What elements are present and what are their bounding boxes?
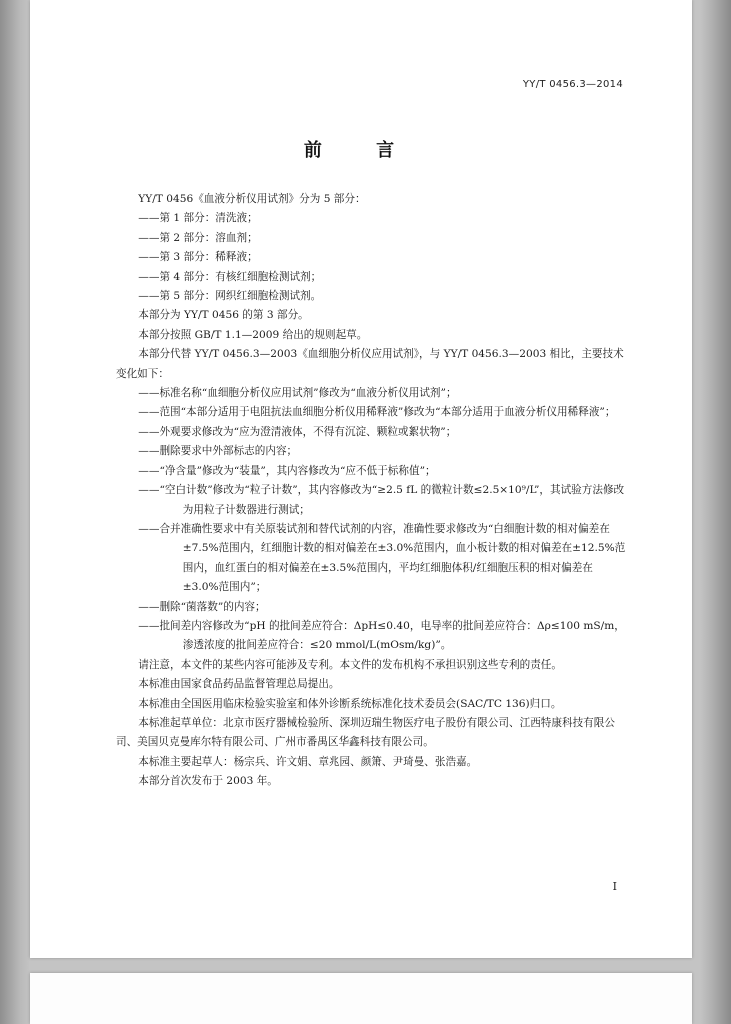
foreword-body: [116, 190, 626, 792]
paragraph-first-issue: 本部分首次发布于 2003 年。: [138, 775, 278, 788]
change-item-scope: ——范围“本部分适用于电阻抗法血细胞分析仪用稀释液”修改为“本部分适用于血液分析仪用稀释液”；: [138, 406, 616, 419]
change-item-appearance: ——外观要求修改为“应为澄清液体，不得有沉淀、颗粒或絮状物”；: [138, 425, 457, 438]
change-item-particle-count: ——“空白计数”修改为“粒子计数”，其内容修改为“≥2.5 fL 的微粒计数≤2.5×10⁹/L”，其试验方法修改为用粒子计数器进行测试；: [138, 484, 625, 516]
paragraph-drafting-rules: 本部分按照 GB/T 1.1—2009 给出的规则起草。: [138, 328, 368, 341]
paragraph-drafters: 本标准主要起草人：杨宗兵、许文娟、章兆园、颜箫、尹琦曼、张浩嘉。: [138, 755, 478, 768]
page-title: 前 言: [303, 140, 419, 161]
paragraph-part-statement: 本部分为 YY/T 0456 的第 3 部分。: [138, 309, 309, 322]
change-item-title: ——标准名称“血细胞分析仪应用试剂”修改为“血液分析仪用试剂”；: [138, 387, 457, 400]
change-item-marking: ——删除要求中外部标志的内容；: [138, 445, 298, 458]
change-item-colony-count: ——删除“菌落数”的内容；: [138, 600, 266, 613]
list-item-part-1: ——第 1 部分：清洗液；: [138, 212, 258, 225]
change-item-accuracy: ——合并准确性要求中有关原装试剂和替代试剂的内容，准确性要求修改为“白细胞计数的相对偏差在±7.5%范围内，红细胞计数的相对偏差在±3.0%范围内，血小板计数的相对偏差在±12.5%范围内，血红蛋白的相对偏差在±3.5%范围内，平均红细胞体积/红细胞压积的相对偏差在±3.0%范围内”；: [138, 522, 626, 594]
change-item-batch-difference: ——批间差内容修改为“pH 的批间差应符合：ΔpH≤0.40，电导率的批间差应符合：Δρ≤100 mS/m，渗透浓度的批间差应符合：≤20 mmol/L(mOsm/kg)”。: [138, 619, 625, 652]
paragraph-proposer: 本标准由国家食品药品监督管理总局提出。: [138, 678, 340, 691]
standard-number: YY/T 0456.3—2014: [522, 79, 623, 90]
paragraph-series-intro: YY/T 0456《血液分析仪用试剂》分为 5 部分：: [138, 193, 366, 205]
change-item-net-content: ——“净含量”修改为“装量”，其内容修改为“应不低于标称值”；: [138, 464, 436, 477]
list-item-part-4: ——第 4 部分：有核红细胞检测试剂；: [138, 270, 322, 283]
paragraph-replacement: 本部分代替 YY/T 0456.3—2003《血细胞分析仪应用试剂》，与 YY/T 0456.3—2003 相比，主要技术变化如下：: [116, 348, 624, 380]
document-page: [30, 0, 692, 958]
paragraph-drafting-units: 本标准起草单位：北京市医疗器械检验所、深圳迈瑞生物医疗电子股份有限公司、江西特康科技有限公司、美国贝克曼库尔特有限公司、广州市番禺区华鑫科技有限公司。: [116, 716, 615, 749]
paragraph-patent-notice: 请注意，本文件的某些内容可能涉及专利。本文件的发布机构不承担识别这些专利的责任。: [138, 658, 562, 671]
next-page-edge: [30, 973, 692, 1024]
paragraph-committee: 本标准由全国医用临床检验实验室和体外诊断系统标准化技术委员会(SAC/TC 136)归口。: [138, 697, 562, 710]
list-item-part-5: ——第 5 部分：网织红细胞检测试剂。: [138, 290, 322, 303]
list-item-part-2: ——第 2 部分：溶血剂；: [138, 231, 258, 244]
page-number: I: [612, 880, 617, 893]
list-item-part-3: ——第 3 部分：稀释液；: [138, 251, 258, 264]
